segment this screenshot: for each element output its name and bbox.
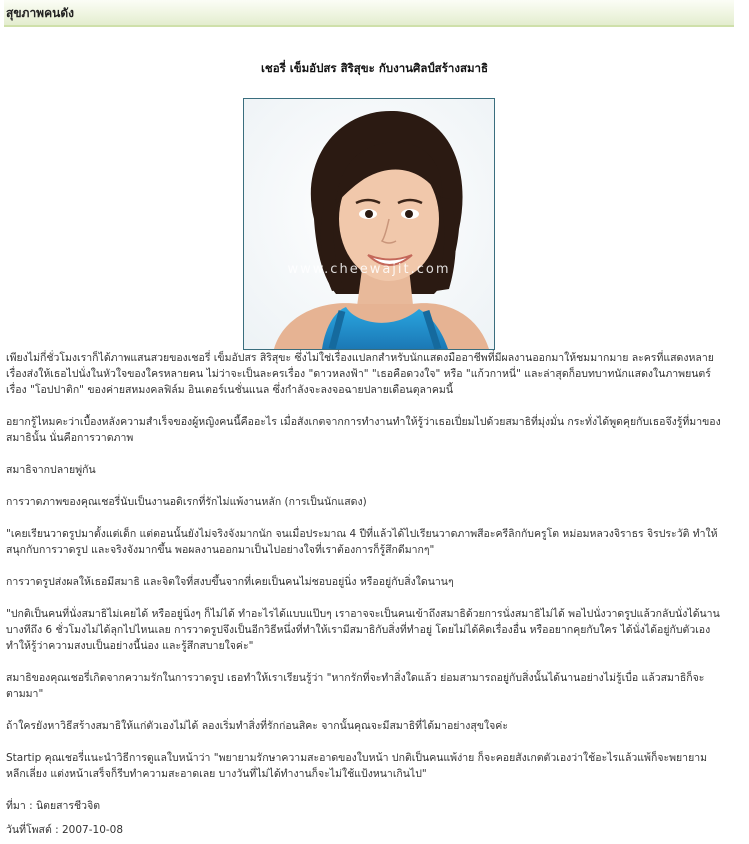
article-post-date: วันที่โพสต์ : 2007-10-08 — [6, 824, 124, 836]
section-title: สุขภาพคนดัง — [6, 6, 74, 20]
paragraph: การวาดรูปส่งผลให้เธอมีสมาธิ และจิตใจที่สงบขึ้นจากที่เคยเป็นคนไม่ชอบอยู่นิ่ง หรืออยู่กับสิ่งใดนานๆ — [6, 576, 454, 588]
paragraph: การวาดภาพของคุณเชอรี่นับเป็นงานอดิเรกที่รักไม่แพ้งานหลัก (การเป็นนักแสดง) — [6, 496, 367, 508]
article-photo — [243, 98, 495, 350]
paragraph: เพียงไม่กี่ชั่วโมงเราก็ได้ภาพแสนสวยของเชอรี่ เข็มอัปสร สิริสุขะ ซึ่งไม่ใช่เรื่องแปลกสำหรับนักแสดงมืออาชีพที่มีผลงานออกมาให้ชมมากมาย ละครที่แสดงหลายเรื่องส่งให้เธอไปนั่งในหัวใจของใครหลายคน ไม่ว่าจะเป็นละครเรื่อง "ดาวหลงฟ้า" "เธอคือดวงใจ" หรือ "แก้วกาหนี่" และล่าสุดก็อบทบาทนักแสดงในภาพยนตร์เรื่อง "โอปปาติก" ของค่ายสหมงคลฟิล์ม อินเตอร์เนชั่นแนล ซึ่งกำลังจะลงจอฉายปลายเดือนตุลาคมนี้ — [6, 352, 714, 396]
paragraph: อยากรู้ไหมคะว่าเบื้องหลังความสำเร็จของผู้หญิงคนนี้คืออะไร เมื่อสังเกตจากการทำงานทำให้รู้ว่าเธอเปี่ยมไปด้วยสมาธิที่มุ่งมั่น กระทั่งได้พูดคุยกับเธอจึงรู้ที่มาของสมาธินั้น นั่นคือการวาดภาพ — [6, 416, 721, 444]
paragraph: สมาธิจากปลายพู่กัน — [6, 464, 96, 476]
paragraph: "เคยเรียนวาดรูปมาตั้งแต่เด็ก แต่ตอนนั้นยังไม่จริงจังมากนัก จนเมื่อประมาณ 4 ปีที่แล้วได้ไปเรียนวาดภาพสีอะครีลิกกับครูโต หม่อมหลวงจิราธร จิรประวัติ ทำให้สนุกกับการวาดรูป และจริงจังมากขึ้น พอผลงานออกมาเป็นไปอย่างใจที่เราต้องการก็รู้สึกดีมากๆ" — [6, 528, 718, 556]
paragraph: สมาธิของคุณเชอรี่เกิดจากความรักในการวาดรูป เธอทำให้เราเรียนรู้ว่า "หากรักที่จะทำสิ่งใดแล้ว ย่อมสามารถอยู่กับสิ่งนั้นได้นานอย่างไม่รู้เบื่อ แล้วสมาธิก็จะตามมา" — [6, 672, 705, 700]
paragraph: Startip คุณเชอรี่แนะนำวิธีการดูแลใบหน้าว่า "พยายามรักษาความสะอาดของใบหน้า ปกติเป็นคนแพ้ง่าย ก็จะคอยสังเกตตัวเองว่าใช้อะไรแล้วแพ้ก็จะพยายามหลีกเลี่ยง แต่งหน้าเสร็จก็รีบทำความสะอาดเลย บางวันที่ไม่ได้ทำงานก็จะไม่ใช้แป้งหนาเกินไป" — [6, 752, 708, 780]
portrait-illustration — [244, 99, 494, 349]
paragraph: "ปกติเป็นคนที่นั่งสมาธิไม่เคยได้ หรืออยู่นิ่งๆ ก็ไม่ได้ ทำอะไรได้แบบแป๊บๆ เราอาจจะเป็นคนเข้าถึงสมาธิด้วยการนั่งสมาธิไม่ได้ พอไปนั่งวาดรูปแล้วกลับนั่งได้นาน บางทีถึง 6 ชั่วโมงไม่ได้ลุกไปไหนเลย การวาดรูปจึงเป็นอีกวิธีหนึ่งที่ทำให้เรามีสมาธิกับสิ่งที่ทำอยู่ โดยไม่ได้คิดเรื่องอื่น หรืออยากคุยกับใคร ได้นั่งได้อยู่กับตัวเอง ทำให้รู้ว่าความสงบเป็นอย่างนี้น่อง และรู้สึกสบายใจค่ะ" — [6, 608, 720, 652]
article-source: ที่มา : นิตยสารชีวจิต — [6, 800, 101, 812]
section-header — [4, 0, 734, 27]
article-title: เชอรี่ เข็มอัปสร สิริสุขะ กับงานศิลป์สร้างสมาธิ — [260, 61, 489, 75]
paragraph: ถ้าใครยังหาวิธีสร้างสมาธิให้แก่ตัวเองไม่ได้ ลองเริ่มทำสิ่งที่รักก่อนสิคะ จากนั้นคุณจะมีสมาธิที่ได้มาอย่างสุขใจค่ะ — [6, 720, 508, 732]
article-body — [6, 350, 722, 786]
photo-watermark: www.cheewajit.com — [287, 262, 451, 277]
